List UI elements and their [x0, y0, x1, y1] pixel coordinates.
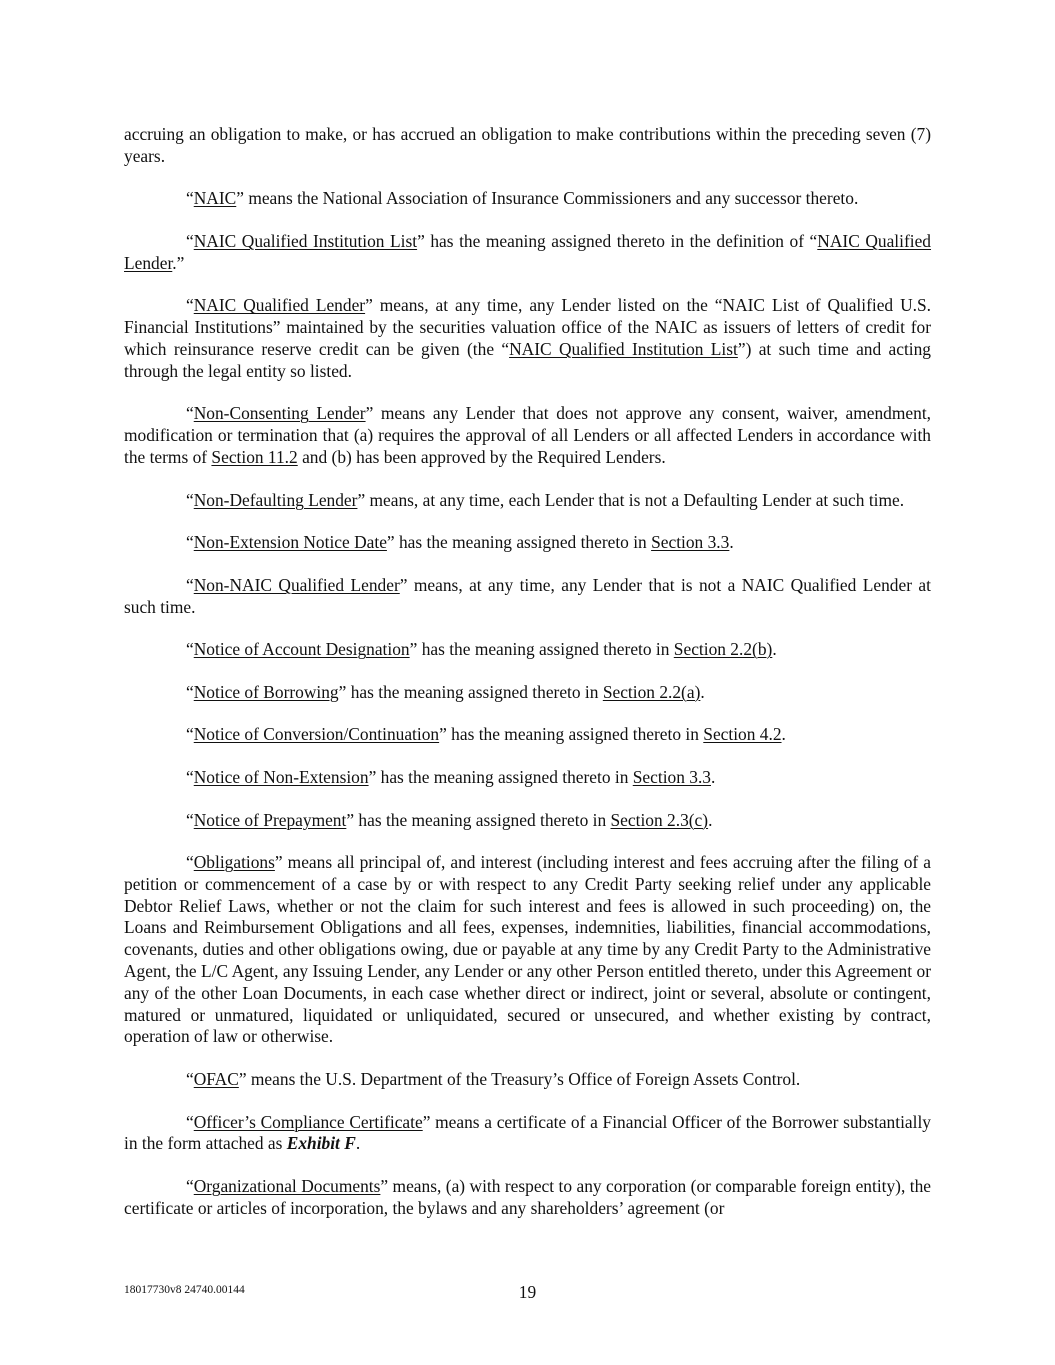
paragraph-text: “ — [186, 809, 194, 830]
paragraph-text: “ — [186, 532, 194, 553]
defined-term-reference: NAIC Qualified Institution List — [509, 338, 738, 359]
paragraph-text: ” means, at any time, any Lender that is not a NAIC Qualified Lender at such time. — [124, 574, 931, 617]
paragraph-text: . — [708, 809, 713, 830]
defined-term-reference: Notice of Account Designation — [193, 639, 410, 660]
paragraph-text: ” has the meaning assigned thereto in — [439, 724, 704, 745]
definition-paragraph — [124, 639, 931, 661]
paragraph-text: “ — [186, 1176, 194, 1197]
definition-paragraph — [124, 1176, 931, 1220]
defined-term-reference: Notice of Non-Extension — [193, 766, 369, 787]
paragraph-text: . — [729, 532, 734, 553]
defined-term-reference: Obligations — [193, 852, 275, 873]
paragraph-text: .” — [172, 252, 185, 273]
paragraph-text: “ — [186, 724, 194, 745]
paragraph-text: “ — [186, 403, 194, 424]
defined-term-reference: Non-NAIC Qualified Lender — [193, 574, 400, 595]
paragraph-text: ” means, at any time, any Lender listed on the “NAIC List of Qualified U.S. Financial Institutions” maintained by the securities valuation office of the NAIC as issuers of letters of credit for which reinsurance reserve credit can be given (the “ — [124, 295, 932, 359]
paragraph-text: ”) at such time and acting through the legal entity so listed. — [124, 338, 932, 381]
paragraph-text: “ — [186, 295, 194, 316]
paragraph-text: ” means, (a) with respect to any corporation (or comparable foreign entity), the certificate or articles of incorporation, the bylaws and any shareholders’ agreement (or — [124, 1176, 931, 1218]
defined-term-reference: NAIC Qualified Lender — [193, 295, 366, 316]
defined-term-reference: NAIC — [193, 188, 237, 209]
paragraph-text: “ — [186, 1111, 194, 1132]
paragraph-text: “ — [186, 852, 194, 873]
definition-paragraph — [124, 403, 931, 468]
paragraph-text: ” means all principal of, and interest (including interest and fees accruing after the filing of a petition or commencement of a case by or with respect to any Credit Party seeking relief under any applicable Debtor Relief Laws, whether or not the claim for such interest and fees is allowed in such proceeding) on, the Loans and Reimbursement Obligations and all fees, expenses, indemnities, liabilities, financial accommodations, covenants, duties and other obligations owing, due or payable at any time by any Credit Party to the Administrative Agent, the L/C Agent, any Issuing Lender, any Lender or any other Person entitled thereto, under this Agreement or any of the other Loan Documents, in each case whether direct or indirect, joint or several, absolute or contingent, matured or unmatured, liquidated or unliquidated, secured or unsecured, and whether existing by contract, operation of law or otherwise. — [124, 852, 931, 1047]
defined-term-reference: Section 3.3 — [651, 532, 730, 553]
defined-term-reference: NAIC Qualified Institution List — [193, 230, 418, 251]
paragraph-text: and (b) has been approved by the Required Lenders. — [297, 446, 666, 467]
definition-paragraph — [124, 682, 931, 704]
paragraph-text: . — [700, 681, 705, 702]
defined-term-reference: Section 11.2 — [211, 446, 298, 467]
paragraph-text: ” has the meaning assigned thereto in — [368, 766, 633, 787]
paragraph-text: “ — [186, 574, 194, 595]
paragraph-text: ” has the meaning assigned thereto in — [346, 809, 611, 830]
definition-paragraph — [124, 231, 931, 275]
paragraph-text: accruing an obligation to make, or has accrued an obligation to make contributions within the preceding seven (7) years. — [124, 124, 931, 166]
defined-term-reference: Notice of Conversion/Continuation — [193, 724, 440, 745]
definition-paragraph — [124, 1112, 931, 1156]
definition-paragraph — [124, 767, 931, 789]
paragraph-text: “ — [186, 766, 194, 787]
defined-term-reference: Section 4.2 — [703, 724, 782, 745]
paragraph-text: . — [711, 766, 716, 787]
definition-paragraph — [124, 532, 931, 554]
definition-paragraph — [124, 852, 931, 1048]
defined-term-reference: Organizational Documents — [193, 1176, 381, 1197]
defined-term-reference: Section 3.3 — [632, 766, 711, 787]
paragraph-text: “ — [186, 188, 194, 209]
definition-paragraph — [124, 575, 931, 619]
definition-paragraph — [124, 124, 931, 168]
paragraph-text: . — [772, 639, 777, 660]
definition-paragraph — [124, 490, 931, 512]
definition-paragraph — [124, 188, 931, 210]
paragraph-text: . — [355, 1133, 361, 1154]
paragraph-text: “ — [186, 639, 194, 660]
paragraph-text: “ — [186, 681, 194, 702]
paragraph-text: “ — [186, 1069, 194, 1090]
footer-document-id: 18017730v8 24740.00144 — [124, 1284, 245, 1296]
paragraph-text: ” means a certificate of a Financial Officer of the Borrower substantially in the form attached as — [124, 1111, 931, 1154]
definition-paragraph — [124, 724, 931, 746]
defined-term-reference: OFAC — [193, 1069, 239, 1090]
document-body — [124, 124, 931, 1240]
defined-term-reference: Section 2.2(b) — [673, 639, 773, 660]
defined-term-reference: NAIC Qualified Lender — [124, 230, 932, 273]
definition-paragraph — [124, 810, 931, 832]
defined-term-reference: Non-Extension Notice Date — [193, 532, 387, 553]
paragraph-text: ” has the meaning assigned thereto in — [409, 639, 674, 660]
paragraph-text: ” has the meaning assigned thereto in — [338, 681, 603, 702]
paragraph-text: ” means any Lender that does not approve any consent, waiver, amendment, modification or termination that (a) requires the approval of all Lenders or all affected Lenders in accordance with the terms of — [124, 403, 932, 467]
paragraph-text: ” means, at any time, each Lender that is not a Defaulting Lender at such time. — [357, 489, 905, 510]
defined-term-reference: Officer’s Compliance Certificate — [193, 1111, 423, 1132]
footer-page-number: 19 — [518, 1282, 537, 1302]
paragraph-text: ” has the meaning assigned thereto in the definition of “ — [417, 230, 818, 251]
definition-paragraph — [124, 1069, 931, 1091]
defined-term-reference: Notice of Prepayment — [193, 809, 347, 830]
defined-term-reference: Section 2.2(a) — [602, 681, 701, 702]
paragraph-text: . — [781, 724, 786, 745]
paragraph-text: “ — [186, 230, 194, 251]
paragraph-text: “ — [186, 489, 194, 510]
defined-term-reference: Non-Defaulting Lender — [193, 489, 358, 510]
defined-term-reference: Section 2.3(c) — [610, 809, 709, 830]
exhibit-reference: Exhibit F — [286, 1133, 356, 1154]
defined-term-reference: Non-Consenting Lender — [193, 403, 366, 424]
paragraph-text: ” means the National Association of Insurance Commissioners and any successor thereto. — [236, 188, 859, 209]
paragraph-text: ” has the meaning assigned thereto in — [386, 532, 652, 553]
defined-term-reference: Notice of Borrowing — [193, 681, 339, 702]
definition-paragraph — [124, 295, 931, 382]
paragraph-text: ” means the U.S. Department of the Treasury’s Office of Foreign Assets Control. — [238, 1069, 801, 1090]
